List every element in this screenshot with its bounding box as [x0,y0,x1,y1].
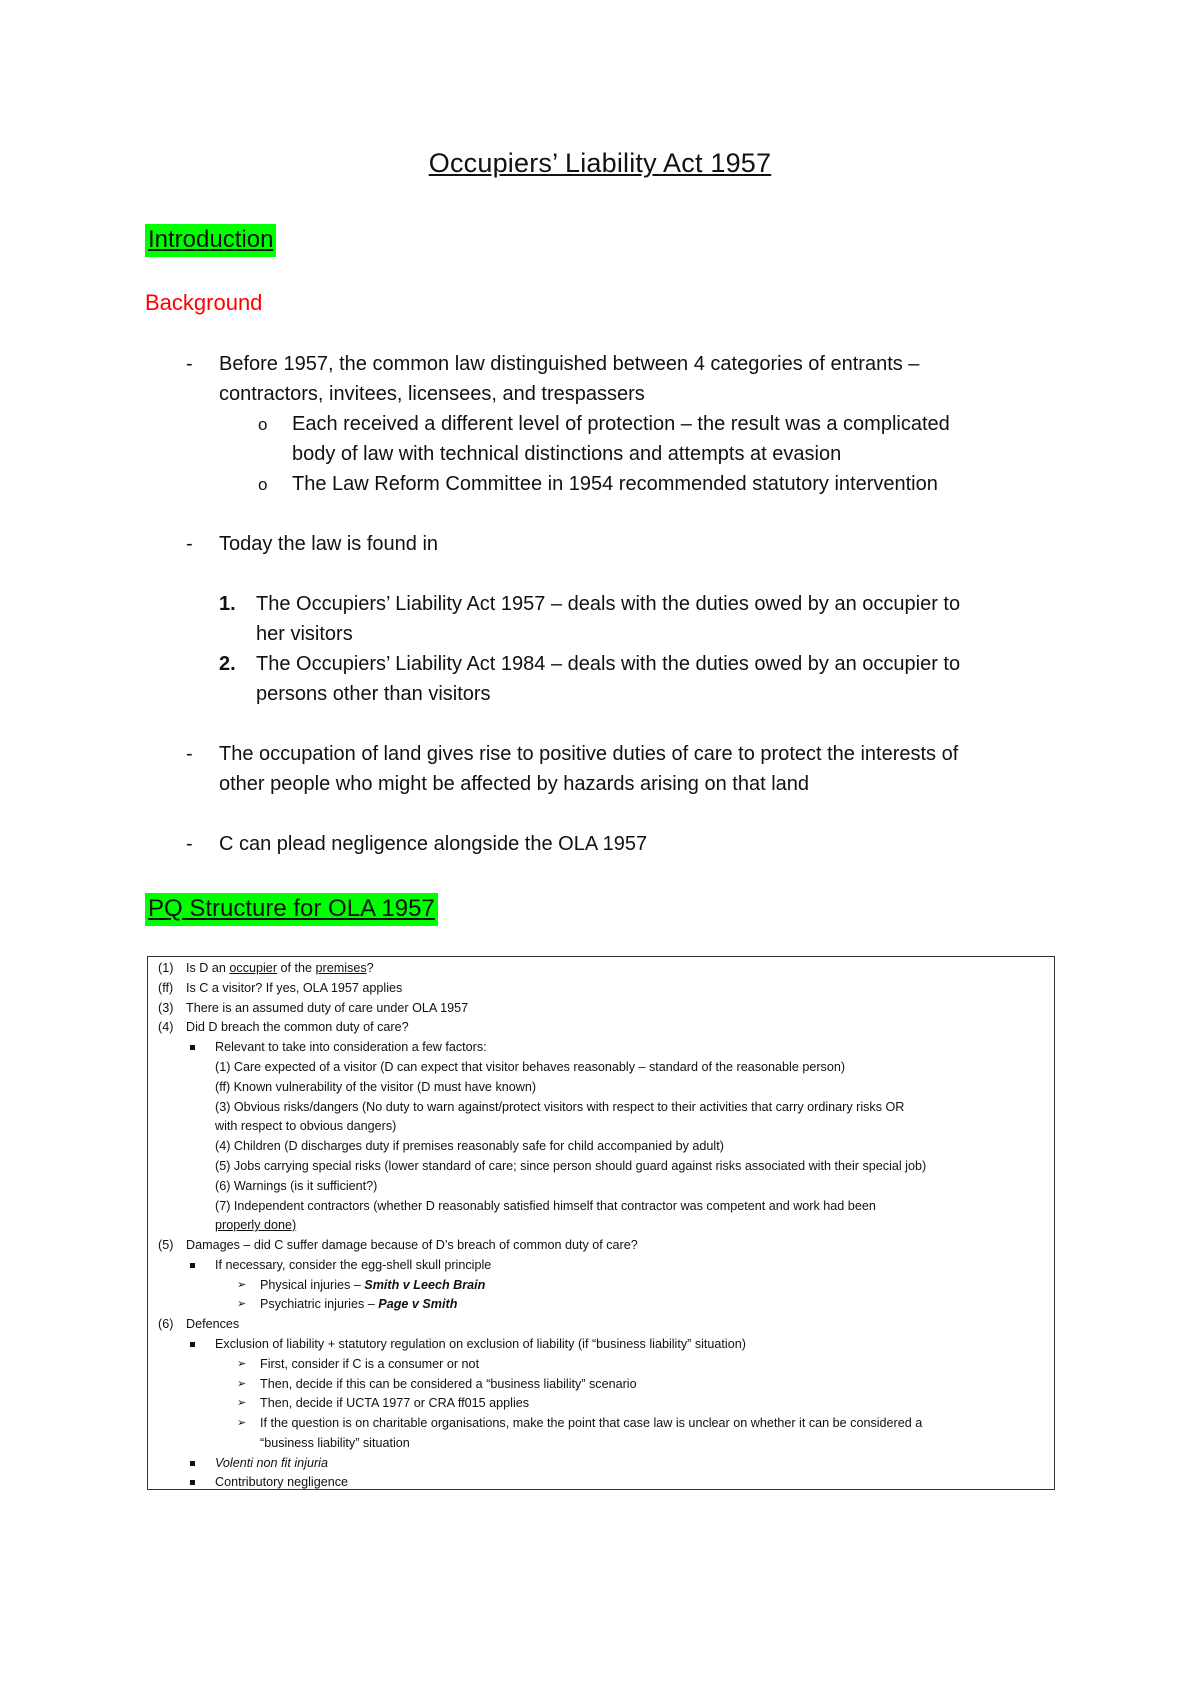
sub-bullet-text: Each received a different level of protection – the result was a complicated [292,413,950,435]
step-number: (ff) [158,981,174,995]
step-text: There is an assumed duty of care under OLA 1957 [186,1001,469,1015]
list-number: 1. [219,593,236,615]
square-bullet [190,1263,195,1268]
pq-structure-box [147,956,1055,1490]
arrow-point-text: “business liability” situation [260,1436,410,1450]
arrow-point-text: Then, decide if this can be considered a “business liability” scenario [260,1377,637,1391]
background-heading: Background [145,290,263,315]
arrow-bullet-icon: ➢ [237,1378,247,1390]
numbered-item-text: The Occupiers’ Liability Act 1984 – deals with the duties owed by an occupier to [256,653,961,675]
step-number: (1) [158,961,174,975]
factor-text: (6) Warnings (is it sufficient?) [215,1179,378,1193]
arrow-bullet-icon: ➢ [237,1397,247,1409]
sub-bullet-text: body of law with technical distinctions and attempts at evasion [292,443,842,465]
factor-text: (1) Care expected of a visitor (D can expect that visitor behaves reasonably – standard of the reasonable person) [215,1060,846,1074]
arrow-point-text: First, consider if C is a consumer or not [260,1357,480,1371]
step-text: Is C a visitor? If yes, OLA 1957 applies [186,981,403,995]
factor-text: (3) Obvious risks/dangers (No duty to warn against/protect visitors with respect to their activities that carry ordinary risks OR [215,1100,905,1114]
dash-bullet: - [186,833,193,855]
step-text: Is D an occupier of the premises? [186,961,374,975]
sub-point-text: Contributory negligence [215,1475,349,1489]
arrow-bullet-icon: ➢ [237,1279,247,1291]
factor-text: (4) Children (D discharges duty if premises reasonably safe for child accompanied by adult) [215,1139,724,1153]
arrow-bullet-icon: ➢ [237,1417,247,1429]
bullet-text: The occupation of land gives rise to positive duties of care to protect the interests of [219,743,959,765]
step-text: Did D breach the common duty of care? [186,1020,409,1034]
factor-text: (7) Independent contractors (whether D reasonably satisfied himself that contractor was competent and work had been [215,1199,876,1213]
square-bullet [190,1461,195,1466]
sub-point-text: Volenti non fit injuria [215,1456,328,1470]
step-text: Damages – did C suffer damage because of D’s breach of common duty of care? [186,1238,638,1252]
numbered-item-text: The Occupiers’ Liability Act 1957 – deals with the duties owed by an occupier to [256,593,961,615]
sub-bullet-text: The Law Reform Committee in 1954 recommended statutory intervention [292,473,938,495]
dash-bullet: - [186,353,193,375]
circle-bullet: o [258,415,268,434]
bullet-text: Today the law is found in [219,533,439,555]
factor-text: (5) Jobs carrying special risks (lower standard of care; since person should guard against risks associated with their special job) [215,1159,927,1173]
numbered-item-text: persons other than visitors [256,683,491,705]
arrow-bullet-icon: ➢ [237,1298,247,1310]
circle-bullet: o [258,475,268,494]
sub-point-text: Exclusion of liability + statutory regulation on exclusion of liability (if “business liability” situation) [215,1337,746,1351]
arrow-point-text: Physical injuries – Smith v Leech Brain [260,1278,486,1292]
factor-text: (ff) Known vulnerability of the visitor (D must have known) [215,1080,537,1094]
dash-bullet: - [186,743,193,765]
bullet-text: C can plead negligence alongside the OLA 1957 [219,833,648,855]
bullet-text: Before 1957, the common law distinguished between 4 categories of entrants – [219,353,920,375]
pq-structure-heading: PQ Structure for OLA 1957 [145,893,438,926]
arrow-bullet-icon: ➢ [237,1358,247,1370]
sub-point-text: Relevant to take into consideration a few factors: [215,1040,487,1054]
document-title: Occupiers’ Liability Act 1957 [428,148,772,178]
sub-point-text: If necessary, consider the egg-shell skull principle [215,1258,492,1272]
factor-text: with respect to obvious dangers) [215,1119,397,1133]
arrow-point-text: Then, decide if UCTA 1977 or CRA ff015 applies [260,1396,530,1410]
square-bullet [190,1342,195,1347]
square-bullet [190,1480,195,1485]
list-number: 2. [219,653,236,675]
bullet-text: contractors, invitees, licensees, and trespassers [219,383,645,405]
step-text: Defences [186,1317,240,1331]
bullet-text: other people who might be affected by hazards arising on that land [219,773,810,795]
step-number: (6) [158,1317,174,1331]
step-number: (5) [158,1238,174,1252]
numbered-item-text: her visitors [256,623,353,645]
arrow-point-text: If the question is on charitable organisations, make the point that case law is unclear on whether it can be considered a [260,1416,923,1430]
square-bullet [190,1045,195,1050]
factor-text: properly done) [215,1218,297,1232]
introduction-heading: Introduction [145,224,276,257]
step-number: (3) [158,1001,174,1015]
step-number: (4) [158,1020,174,1034]
dash-bullet: - [186,533,193,555]
arrow-point-text: Psychiatric injuries – Page v Smith [260,1297,458,1311]
